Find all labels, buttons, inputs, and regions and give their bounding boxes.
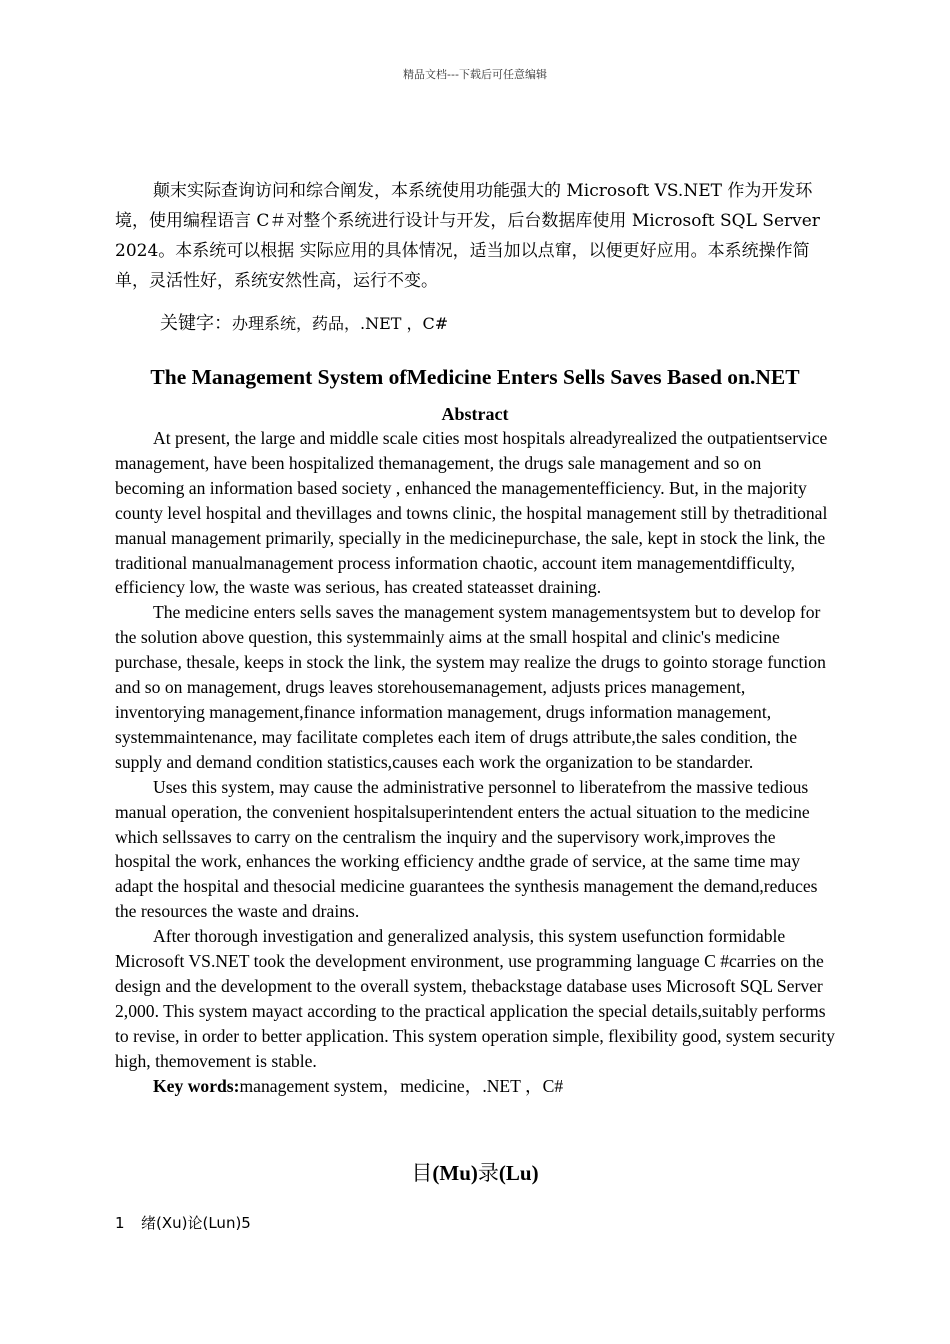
toc-title-cn-1: 目	[411, 1161, 433, 1185]
abstract-paragraph: Uses this system, may cause the administrative personnel to liberatefrom the massive tedious manual operation, the convenient hospitalsuperintendent enters the actual situation to the medicine which sellssaves to carry on the centralism the inquiry and the supervisory work,improves the hospital the work, enhances the working efficiency andthe grade of service, at the same time may adapt the hospital and thesocial medicine guarantees the synthesis management the demand,reduces the resources the waste and drains.	[115, 776, 818, 922]
toc-entry-number: 1	[115, 1214, 125, 1232]
chinese-abstract-paragraph: 颠末实际查询访问和综合阐发，本系统使用功能强大的 Microsoft VS.NET 作为开发环境，使用编程语言 C＃对整个系统进行设计与开发，后台数据库使用 Microsoft SQL Server 2024。本系统可以根据 实际应用的具体情况，适当加以点窜，以便更好应用。本系统操作简单，灵活性好，系统安然性高，运行不变。	[115, 181, 820, 291]
toc-title-cn-2: 录	[477, 1161, 499, 1185]
chinese-keywords	[160, 309, 840, 339]
abstract-paragraph: After thorough investigation and generalized analysis, this system usefunction formidable Microsoft VS.NET took the development environment, use programming language C #carries on the design and the development to the overall system, thebackstage database uses Microsoft SQL Server 2,000. This system mayact according to the practical application the special details,suitably performs to revise, in order to better application. This system operation simple, flexibility good, system security high, themovement is stable.	[115, 926, 835, 1071]
page-header: 精品文档---下载后可任意编辑	[403, 68, 547, 81]
abstract-paragraph: At present, the large and middle scale cities most hospitals alreadyrealized the outpatientservice management, have been hospitalized themanagement, the drugs sale management and so on becoming an information based society , enhanced the managementefficiency. But, in the majority county level hospital and thevillages and towns clinic, the hospital management still by thetraditional manual management primarily, specially in the medicinepurchase, the sale, kept in stock the link, the traditional manualmanagement process information chaotic, account item managementdifficulty, efficiency low, the waste was serious, has created stateasset draining.	[115, 428, 828, 598]
english-keywords	[115, 1074, 835, 1099]
toc-title-py-2: (Lu)	[498, 1161, 539, 1185]
abstract-heading: Abstract	[441, 404, 509, 424]
abstract-paragraph: The medicine enters sells saves the management system managementsystem but to develop for the solution above question, this systemmainly aims at the small hospital and clinic's medicine purchase, thesale, keeps in stock the link, the system may realize the drugs to gointo storage function and so on management, drugs leaves storehousemanagement, adjusts prices management, inventorying management,finance information management, drugs information management, systemmaintenance, may facilitate completes each item of drugs attribute,the sales condition, the supply and demand condition statistics,causes each work the organization to be standarder.	[115, 602, 826, 772]
toc-entry[interactable]	[115, 1211, 835, 1235]
english-title: The Management System ofMedicine Enters Sells Saves Based on.NET	[150, 365, 800, 389]
chinese-keywords-label: 关键字：	[160, 313, 232, 334]
toc-entry-text: 绪(Xu)论(Lun)5	[141, 1214, 251, 1232]
toc-title-py-1: (Mu)	[432, 1161, 478, 1185]
toc-title	[0, 1158, 950, 1188]
chinese-keywords-text: 办理系统，药品，.NET ，C#	[232, 314, 449, 333]
english-abstract-body	[115, 426, 835, 1098]
english-keywords-label: Key words:	[153, 1075, 240, 1096]
english-keywords-text: management system，medicine，.NET ，C#	[239, 1075, 564, 1096]
